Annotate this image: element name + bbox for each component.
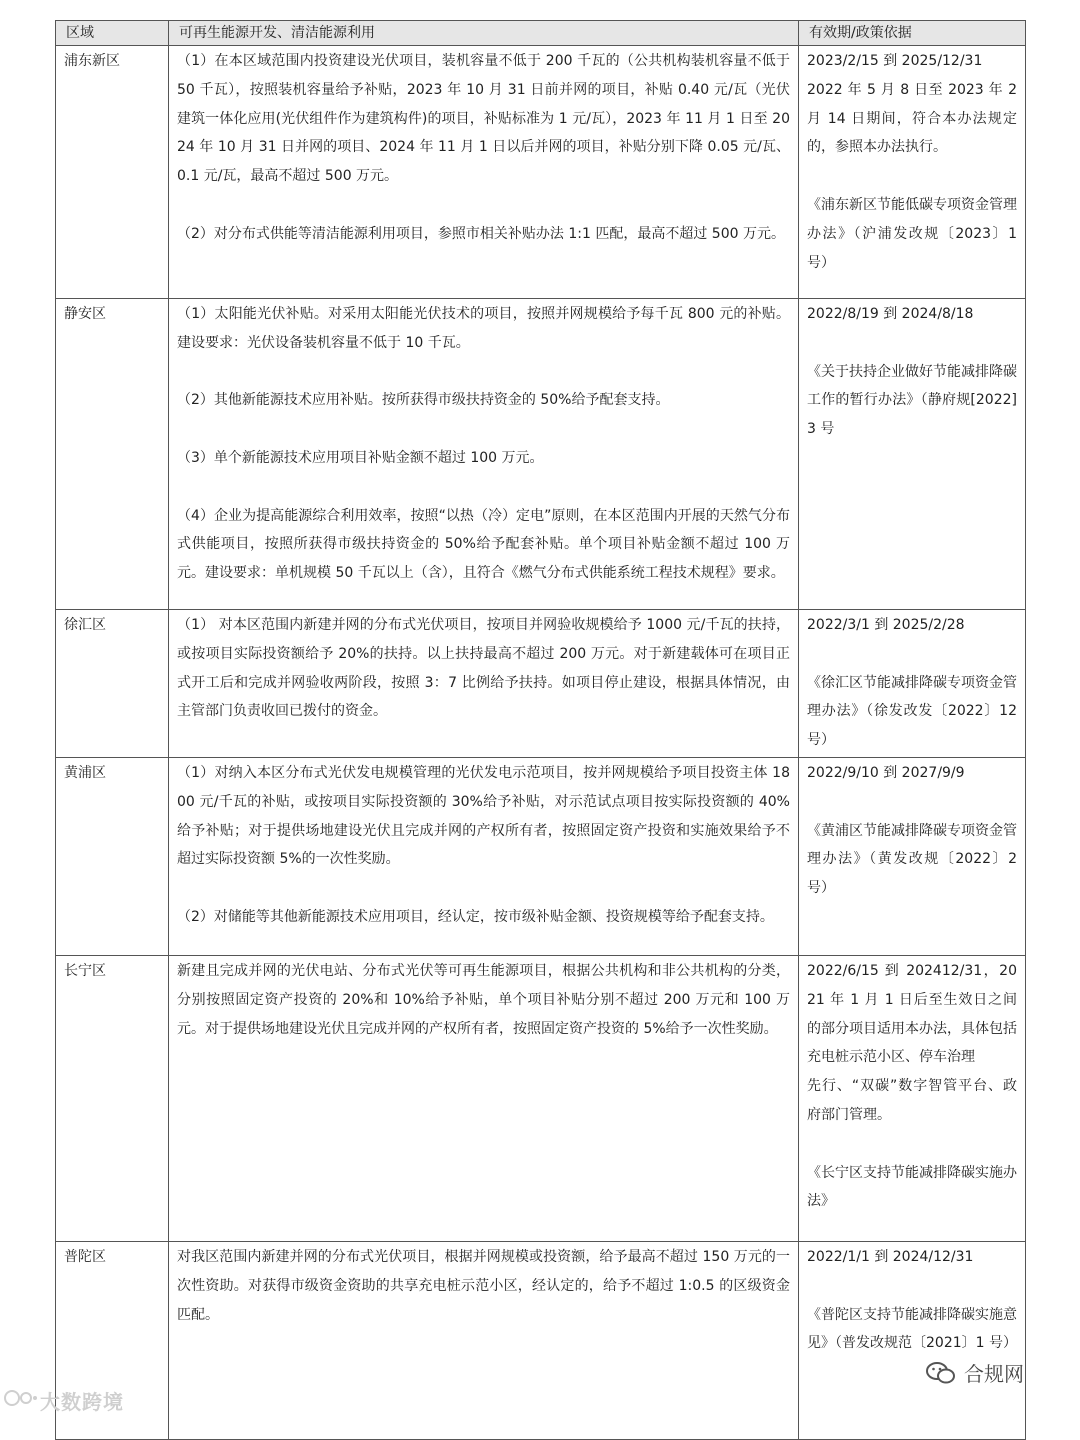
basis-cell: [799, 46, 1026, 299]
content-paragraph: （2）其他新能源技术应用补贴。按所获得市级扶持资金的 50%给予配套支持。: [177, 392, 670, 409]
header-content: 可再生能源开发、清洁能源利用: [169, 21, 799, 46]
content-cell: [169, 46, 799, 299]
policy-document: 《关于扶持企业做好节能减排降碳工作的暂行办法》（静府规[2022]3 号: [807, 363, 1017, 438]
content-paragraph: （2）对分布式供能等清洁能源利用项目，参照市相关补贴办法 1:1 匹配，最高不超过 500 万元。: [177, 225, 785, 242]
content-paragraph: （3）单个新能源技术应用项目补贴金额不超过 100 万元。: [177, 449, 544, 466]
basis-cell: [799, 1241, 1026, 1439]
policy-document: 《普陀区支持节能减排降碳实施意见》（普发改规范〔2021〕1 号）: [807, 1306, 1017, 1352]
policy-table: [55, 20, 1026, 1440]
validity-period: 2022/9/10 到 2027/9/9: [807, 764, 965, 781]
validity-period: 2022/8/19 到 2024/8/18: [807, 306, 974, 322]
watermark-logo-icon: [4, 1388, 38, 1413]
basis-note: 先行、“双碳”数字智管平台、政府部门管理。: [807, 1078, 1017, 1123]
content-paragraph: （1）对纳入本区分布式光伏发电规模管理的光伏发电示范项目，按并网规模给予项目投资主体 1800 元/千瓦的补贴，或按项目实际投资额的 30%给予补贴，对示范试点项目按实际投资额的 40%给予补贴；对于提供场地建设光伏且完成并网的产权所有者，按照固定资产投资和实施效果给予不超过实际投资额 5%的一次性奖励。: [177, 764, 790, 868]
validity-period: 2022/3/1 到 2025/2/28: [807, 617, 965, 633]
region-cell: 浦东新区: [56, 46, 169, 299]
content-paragraph: （1） 对本区范围内新建并网的分布式光伏项目，按项目并网验收规模给予 1000 元/千瓦的扶持，或按项目实际投资额给予 20%的扶持。以上扶持最高不超过 200 万元。对于新建载体可在项目正式开工后和完成并网验收两阶段，按照 3：7 比例给予扶持。如项目停止建设，根据具体情况，由主管部门负责收回已拨付的资金。: [177, 617, 790, 720]
watermark-left-text: 大数跨境: [40, 1390, 124, 1414]
validity-period: 2022/6/15 到 202412/31，2021 年 1 月 1 日后至生效日之间的部分项目适用本办法，具体包括充电桩示范小区、停车治理: [807, 962, 1017, 1066]
table-row: [56, 299, 1026, 610]
wechat-icon: [926, 1361, 956, 1385]
header-basis: 有效期/政策依据: [799, 21, 1026, 46]
watermark-left: [4, 1386, 124, 1415]
content-paragraph: （1）太阳能光伏补贴。对采用太阳能光伏技术的项目，按照并网规模给予每千瓦 800 元的补贴。建设要求：光伏设备装机容量不低于 10 千瓦。: [177, 306, 790, 351]
content-cell: [169, 299, 799, 610]
table-row: [56, 1241, 1026, 1439]
policy-document: 《浦东新区节能低碳专项资金管理办法》（沪浦发改规〔2023〕1 号）: [807, 196, 1017, 271]
policy-document: 《黄浦区节能减排降碳专项资金管理办法》（黄发改规〔2022〕2 号）: [807, 822, 1017, 897]
content-paragraph: （4）企业为提高能源综合利用效率，按照“以热（冷）定电”原则，在本区范围内开展的天然气分布式供能项目，按照所获得市级扶持资金的 50%给予配套补贴。单个项目补贴金额不超过 100 万元。建设要求：单机规模 50 千瓦以上（含），且符合《燃气分布式供能系统工程技术规程》要求。: [177, 507, 790, 582]
table-header-row: [56, 21, 1026, 46]
content-cell: [169, 1241, 799, 1439]
content-paragraph: 新建且完成并网的光伏电站、分布式光伏等可再生能源项目，根据公共机构和非公共机构的分类，分别按照固定资产投资的 20%和 10%给予补贴，单个项目补贴分别不超过 200 万元和 100 万元。对于提供场地建设光伏且完成并网的产权所有者，按照固定资产投资的 5%给予一次性奖励。: [177, 962, 790, 1037]
header-region: 区域: [56, 21, 169, 46]
table-row: [56, 46, 1026, 299]
content-cell: [169, 610, 799, 758]
table-row: [56, 757, 1026, 955]
policy-document: 《长宁区支持节能减排降碳实施办法》: [807, 1164, 1017, 1210]
basis-cell: [799, 299, 1026, 610]
content-cell: [169, 955, 799, 1241]
content-paragraph: （1）在本区域范围内投资建设光伏项目，装机容量不低于 200 千瓦的（公共机构装机容量不低于 50 千瓦），按照装机容量给予补贴，2023 年 10 月 31 日前并网的项目，补贴 0.40 元/瓦（光伏建筑一体化应用(光伏组件作为建筑构件)的项目，补贴标准为 1 元/瓦），2023 年 11 月 1 日至 2024 年 10 月 31 日并网的项目、2024 年 11 月 1 日以后并网的项目，补贴分别下降 0.05 元/瓦、0.1 元/瓦，最高不超过 500 万元。: [177, 53, 790, 185]
table-row: [56, 610, 1026, 758]
basis-cell: [799, 757, 1026, 955]
region-cell: 普陀区: [56, 1241, 169, 1439]
watermark-right-text: 合规网: [964, 1362, 1024, 1386]
region-cell: 黄浦区: [56, 757, 169, 955]
validity-period: 2023/2/15 到 2025/12/31: [807, 53, 983, 69]
content-paragraph: （2）对储能等其他新能源技术应用项目，经认定，按市级补贴金额、投资规模等给予配套支持。: [177, 908, 774, 925]
content-cell: [169, 757, 799, 955]
content-paragraph: 对我区范围内新建并网的分布式光伏项目，根据并网规模或投资额，给予最高不超过 150 万元的一次性资助。对获得市级资金资助的共享充电桩示范小区，经认定的，给予不超过 1:0.5 的区级资金匹配。: [177, 1248, 790, 1323]
watermark-right: [926, 1358, 1024, 1387]
region-cell: 长宁区: [56, 955, 169, 1241]
basis-cell: [799, 610, 1026, 758]
basis-cell: [799, 955, 1026, 1241]
region-cell: 静安区: [56, 299, 169, 610]
basis-note: 2022 年 5 月 8 日至 2023 年 2 月 14 日期间，符合本办法规定的，参照本办法执行。: [807, 81, 1017, 156]
policy-document: 《徐汇区节能减排降碳专项资金管理办法》（徐发改发〔2022〕12 号）: [807, 674, 1017, 749]
region-cell: 徐汇区: [56, 610, 169, 758]
table-row: [56, 955, 1026, 1241]
validity-period: 2022/1/1 到 2024/12/31: [807, 1248, 974, 1265]
